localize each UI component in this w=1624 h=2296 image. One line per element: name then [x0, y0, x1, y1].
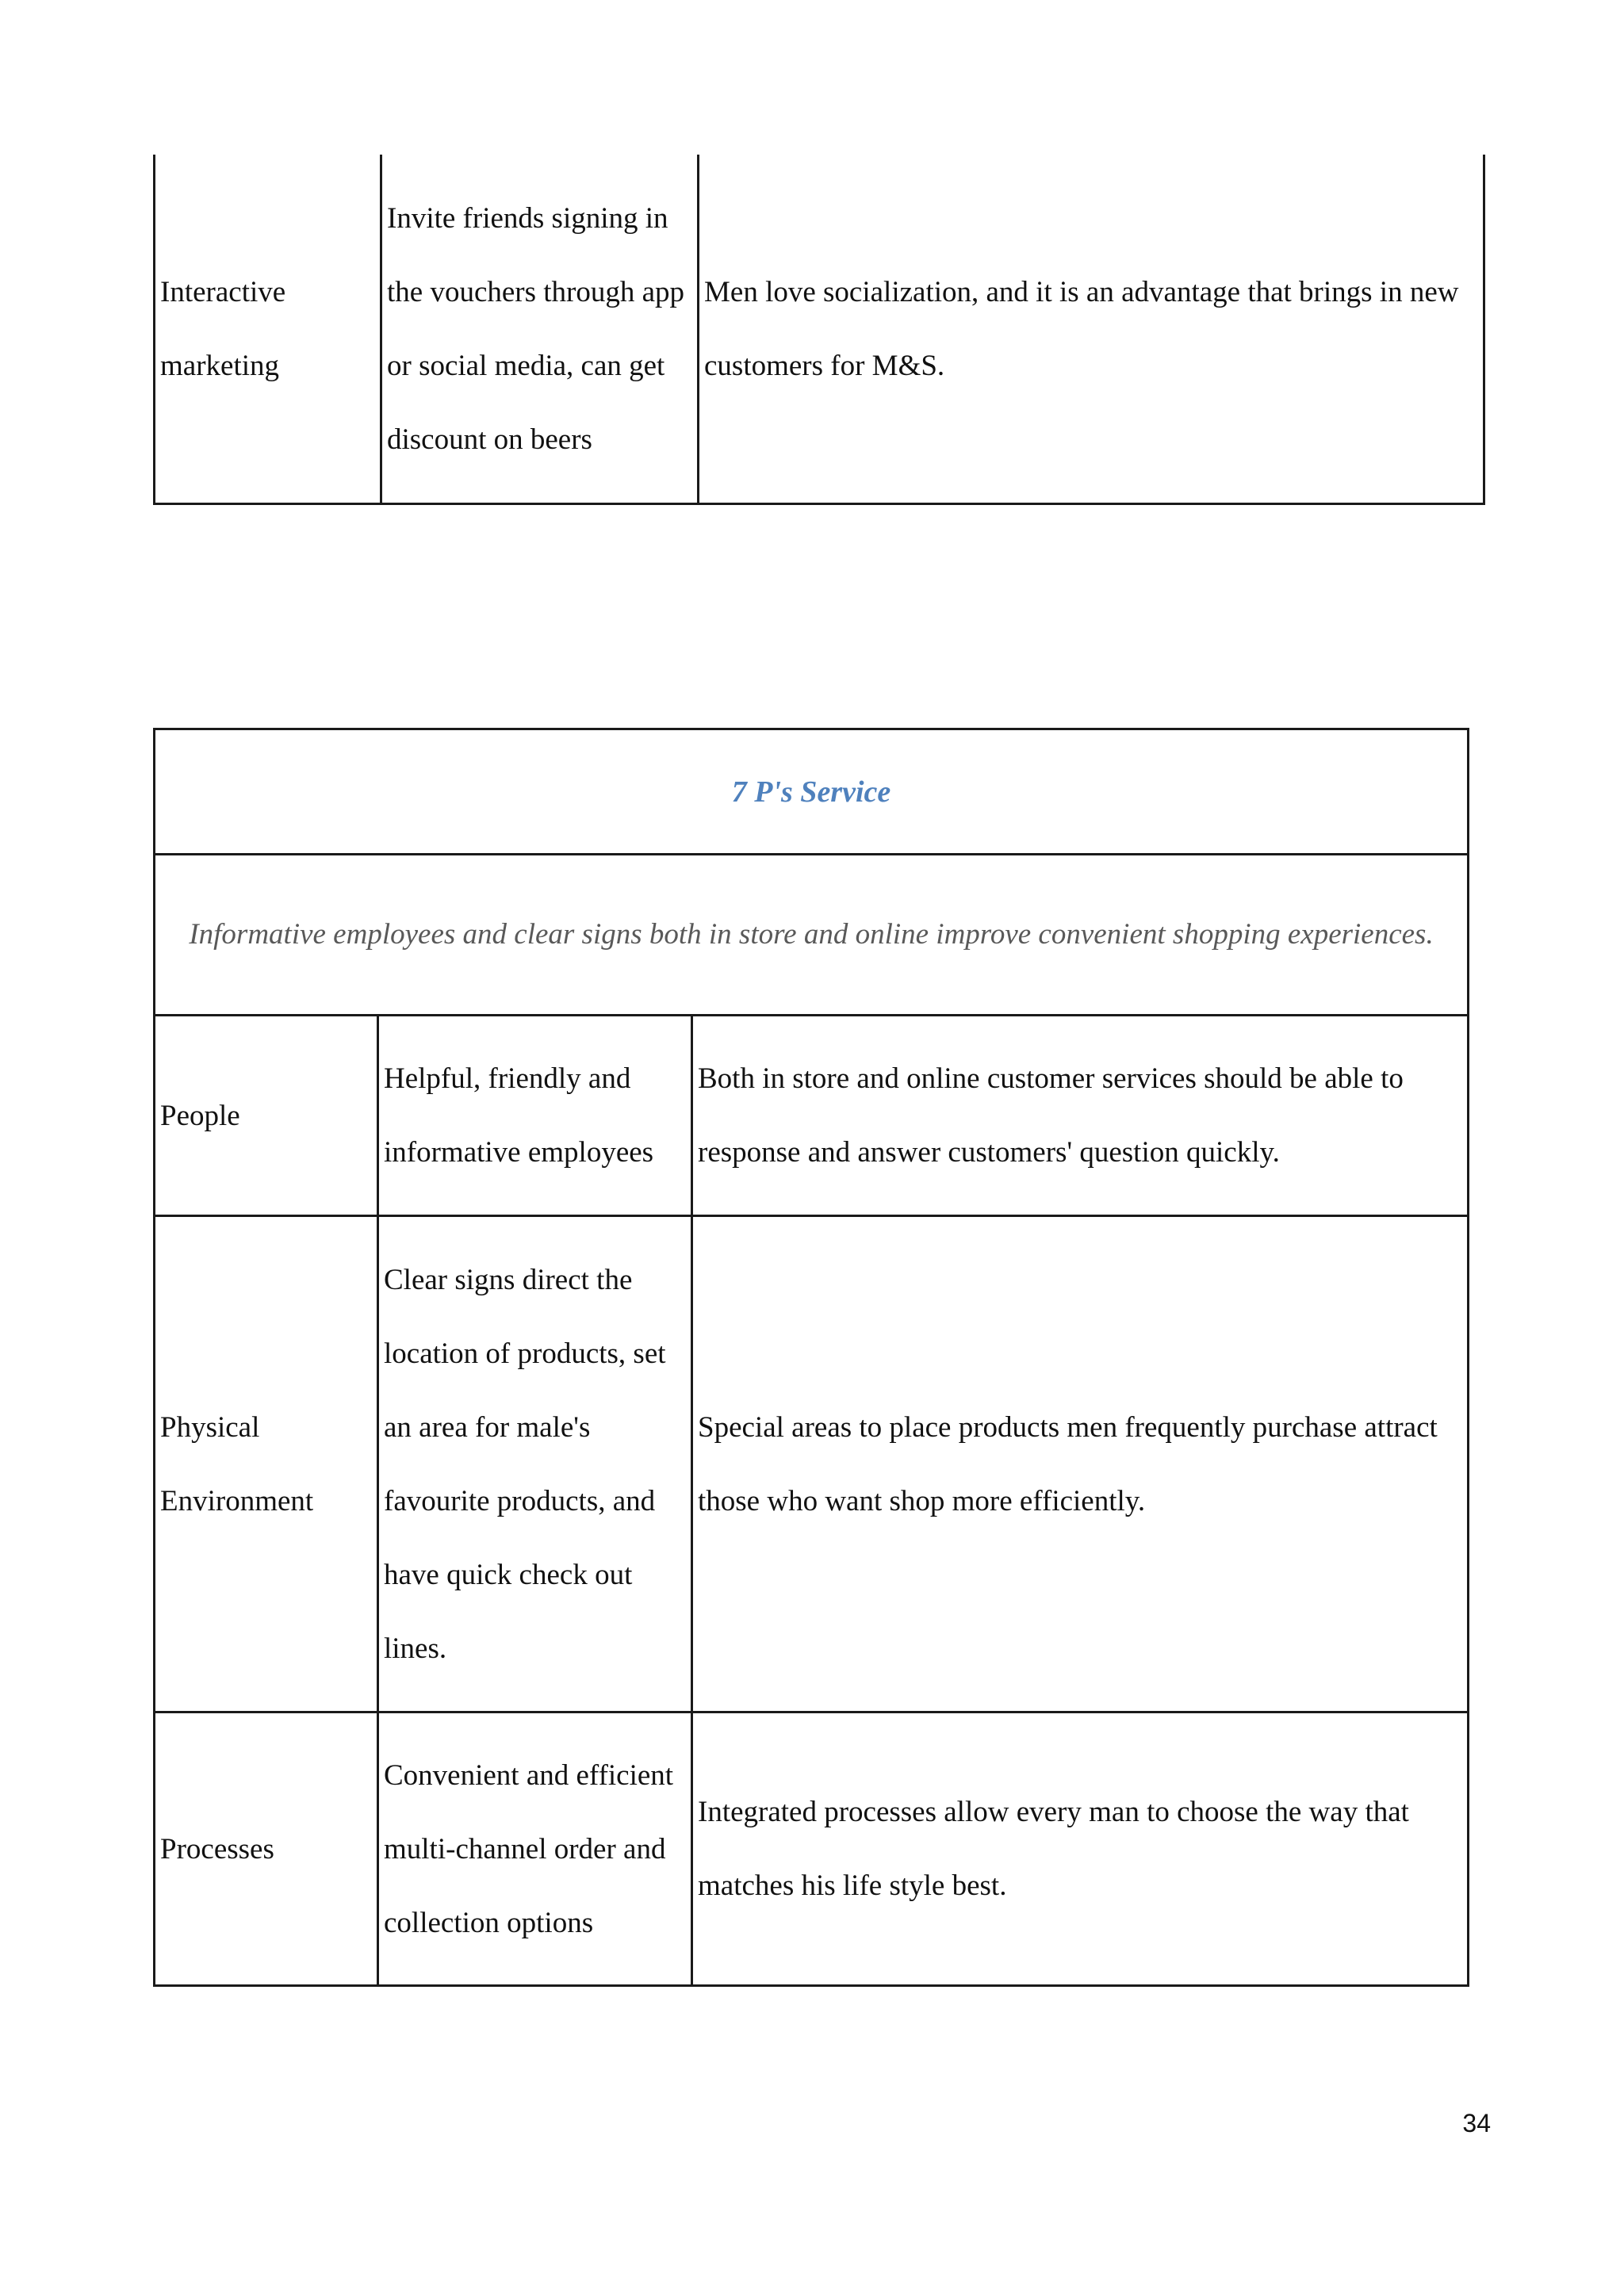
- table-cell: [155, 155, 381, 504]
- page-number: 34: [1462, 2109, 1491, 2137]
- row-tactic: Clear signs direct the location of products, set an area for male's favourite products, and have quick check out lines.: [384, 1263, 666, 1665]
- table-cell: [378, 1016, 692, 1216]
- row-rationale: Men love socialization, and it is an advantage that brings in new customers for M&S.: [704, 275, 1459, 382]
- table-cell: [692, 1216, 1469, 1712]
- table-subtitle-row: [155, 855, 1469, 1016]
- table-cell: [378, 1712, 692, 1986]
- table-cell: [381, 155, 699, 504]
- table-cell: [378, 1216, 692, 1712]
- table-cell: [692, 1712, 1469, 1986]
- row-label: Processes: [160, 1832, 274, 1866]
- seven-ps-service-table: [153, 728, 1469, 1987]
- table-title-row: [155, 729, 1469, 855]
- table-row: [155, 1216, 1469, 1712]
- table-subtitle: Informative employees and clear signs both in store and online improve convenient shopping experiences.: [155, 855, 1469, 1016]
- row-rationale: Both in store and online customer services should be able to response and answer customers' question quickly.: [698, 1062, 1404, 1169]
- table-cell: [699, 155, 1484, 504]
- table-row: [155, 1712, 1469, 1986]
- interactive-marketing-table: [153, 155, 1485, 505]
- row-rationale: Special areas to place products men frequently purchase attract those who want shop more efficiently.: [698, 1410, 1438, 1517]
- table-row: [155, 1016, 1469, 1216]
- table-row: [155, 155, 1484, 504]
- row-tactic: Convenient and efficient multi-channel order and collection options: [384, 1758, 674, 1939]
- table-cell: [692, 1016, 1469, 1216]
- row-tactic: Invite friends signing in the vouchers through app or social media, can get discount on beers: [387, 201, 685, 456]
- table-cell: [155, 1016, 378, 1216]
- row-label: Physical Environment: [160, 1410, 314, 1517]
- table-cell: [155, 1216, 378, 1712]
- row-tactic: Helpful, friendly and informative employees: [384, 1062, 654, 1169]
- row-label: People: [160, 1099, 240, 1132]
- table-title: 7 P's Service: [155, 729, 1469, 855]
- table-cell: [155, 1712, 378, 1986]
- row-label: Interactive marketing: [160, 275, 286, 382]
- row-rationale: Integrated processes allow every man to choose the way that matches his life style best.: [698, 1796, 1409, 1902]
